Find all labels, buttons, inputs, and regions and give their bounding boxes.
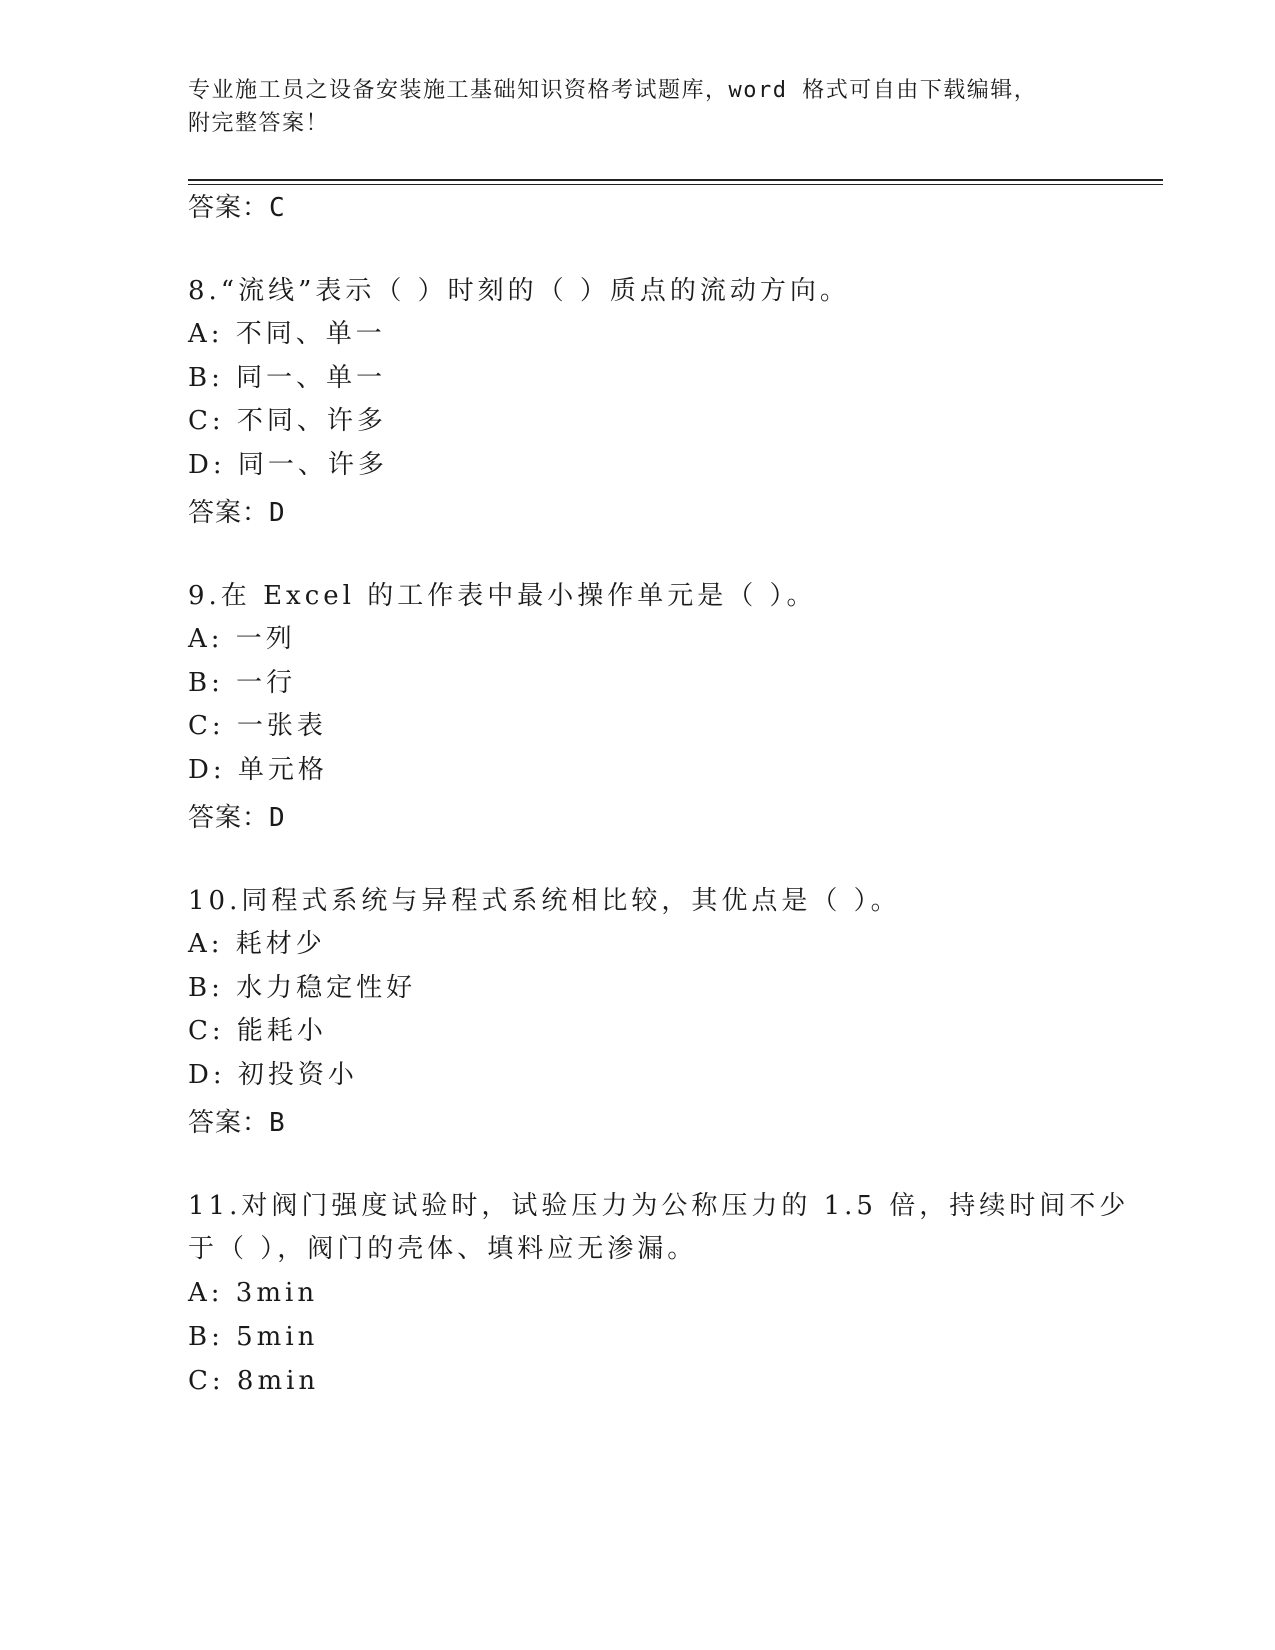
question-10-option-d: D: 初投资小 <box>188 1060 358 1090</box>
question-9-option-a: A: 一列 <box>188 624 296 654</box>
question-10-option-b: B: 水力稳定性好 <box>188 973 417 1003</box>
question-8-option-d: D: 同一、许多 <box>188 450 388 480</box>
question-11-option-a: A: 3min <box>188 1278 319 1308</box>
question-9-stem: 9.在 Excel 的工作表中最小操作单元是（ ）。 <box>188 581 817 611</box>
header-line-1: 专业施工员之设备安装施工基础知识资格考试题库，word 格式可自由下载编辑， <box>188 78 1038 103</box>
question-11-option-c: C: 8min <box>188 1366 320 1396</box>
answer-prev: 答案：C <box>188 193 286 223</box>
question-8-option-b: B: 同一、单一 <box>188 363 387 393</box>
question-11-option-b: B: 5min <box>188 1322 319 1352</box>
question-11-stem-cont: 于（ ），阀门的壳体、填料应无渗漏。 <box>188 1234 698 1264</box>
header-rule-thick <box>188 179 1163 181</box>
question-9-answer: 答案：D <box>188 803 286 833</box>
header-line-2: 附完整答案！ <box>188 111 330 136</box>
question-10-stem: 10.同程式系统与异程式系统相比较，其优点是（ ）。 <box>188 886 901 916</box>
question-9-option-d: D: 单元格 <box>188 755 328 785</box>
question-8-option-a: A: 不同、单一 <box>188 319 386 349</box>
question-11-stem: 11.对阀门强度试验时，试验压力为公称压力的 1.5 倍，持续时间不少 <box>188 1191 1130 1221</box>
question-9-option-b: B: 一行 <box>188 668 297 698</box>
question-10-option-c: C: 能耗小 <box>188 1016 327 1046</box>
question-8-option-c: C: 不同、许多 <box>188 406 387 436</box>
question-8-answer: 答案：D <box>188 498 286 528</box>
question-10-answer: 答案：B <box>188 1108 286 1138</box>
document-header <box>188 74 1068 140</box>
question-9-option-c: C: 一张表 <box>188 711 327 741</box>
question-8-stem: 8.“流线”表示（ ）时刻的（ ）质点的流动方向。 <box>188 276 850 306</box>
header-rule-thin <box>188 184 1163 185</box>
question-10-option-a: A: 耗材少 <box>188 929 326 959</box>
